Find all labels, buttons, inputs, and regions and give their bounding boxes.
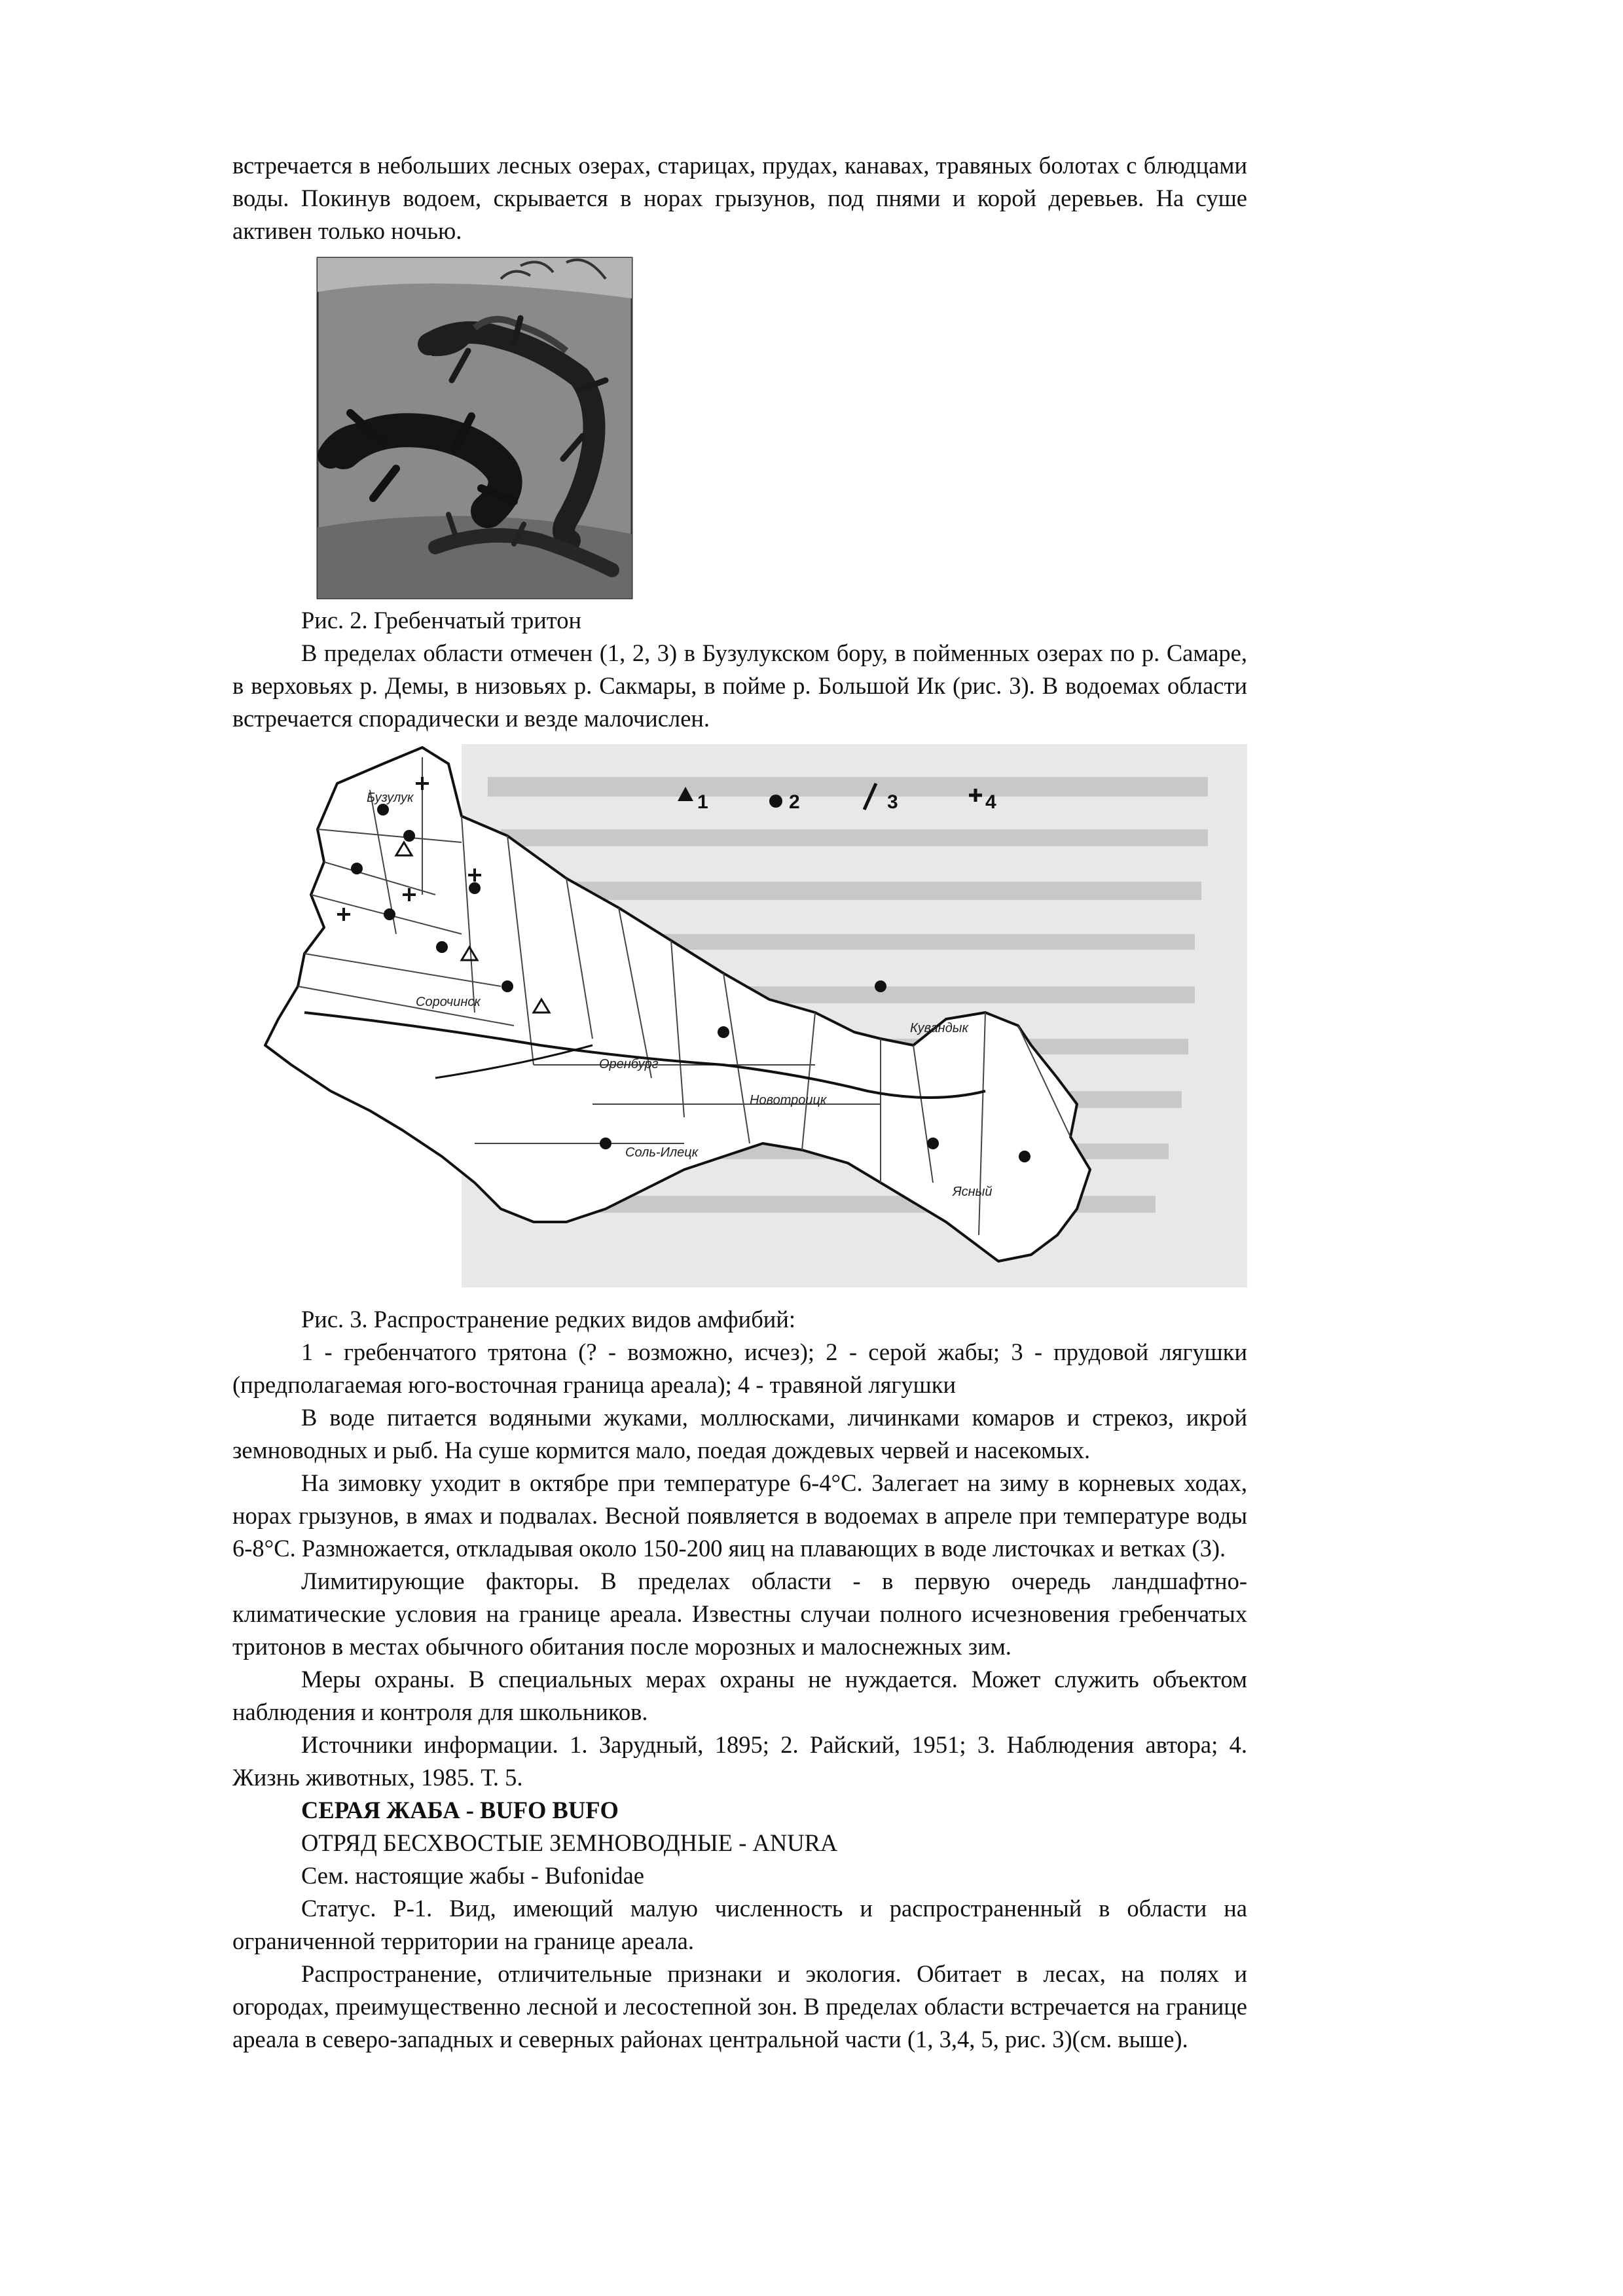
- figure-3-caption: Рис. 3. Распространение редких видов амфибий:: [301, 1306, 795, 1333]
- map-city-orenburg: Оренбург: [599, 1057, 659, 1071]
- map-city-yasny: Ясный: [953, 1185, 993, 1199]
- limiting-factors-paragraph: Лимитирующие факторы. В пределах области - в первую очередь ландшафтно-климатические условия на границе ареала. Известны случаи полного исчезновения гребенчатых тритонов в местах обычного обитания после морозных и малоснежных зим.: [232, 1568, 1247, 1660]
- order-heading: ОТРЯД БЕСХВОСТЫЕ ЗЕМНОВОДНЫЕ - ANURA: [301, 1829, 838, 1856]
- map-city-kuvandyk: Кувандык: [910, 1021, 968, 1035]
- map-legend-3: 3: [887, 791, 898, 813]
- map-city-buzuluk: Бузулук: [367, 791, 414, 805]
- map-city-sorochinsk: Сорочинск: [416, 995, 481, 1009]
- map-legend-1: 1: [697, 791, 708, 813]
- newt-illustration: [304, 253, 645, 603]
- map-city-novotroitsk: Новотроицк: [750, 1093, 827, 1107]
- family-heading: Сем. настоящие жабы - Bufonidae: [301, 1862, 645, 1889]
- figure-3-legend-text: 1 - гребенчатого трятона (? - возможно, исчез); 2 - серой жабы; 3 - прудовой лягушки (предполагаемая юго-восточная граница ареала); 4 - травяной лягушки: [232, 1338, 1247, 1398]
- map-legend-4: 4: [985, 791, 996, 813]
- range-paragraph: В пределах области отмечен (1, 2, 3) в Бузулукском бору, в пойменных озерах по р. Самаре, в верховьях р. Демы, в низовьях р. Сакмары, в пойме р. Большой Ик (рис. 3). В водоемах области встречается спорадически и везде малочислен.: [232, 639, 1247, 732]
- species-title: СЕРАЯ ЖАБА - BUFO BUFO: [301, 1797, 619, 1823]
- intro-paragraph: встречается в небольших лесных озерах, старицах, прудах, канавах, травяных болотах с блюдцами воды. Покинув водоем, скрывается в норах грызунов, под пнями и корой деревьев. На суше активен только ночью.: [232, 152, 1247, 244]
- distribution-map: [226, 738, 1247, 1300]
- sources-paragraph: Источники информации. 1. Зарудный, 1895; 2. Райский, 1951; 3. Наблюдения автора; 4. Жизнь животных, 1985. Т. 5.: [232, 1731, 1247, 1791]
- distribution-paragraph: Распространение, отличительные признаки и экология. Обитает в лесах, на полях и огородах, преимущественно лесной и лесостепной зон. В пределах области встречается на границе ареала в северо-западных и северных районах центральной части (1, 3,4, 5, рис. 3)(см. выше).: [232, 1960, 1247, 2053]
- page-content: [232, 149, 1247, 2056]
- protection-paragraph: Меры охраны. В специальных мерах охраны не нуждается. Может служить объектом наблюдения и контроля для школьников.: [232, 1666, 1247, 1725]
- diet-paragraph: В воде питается водяными жуками, моллюсками, личинками комаров и стрекоз, икрой земноводных и рыб. На суше кормится мало, поедая дождевых червей и насекомых.: [232, 1404, 1247, 1463]
- map-legend-2: 2: [789, 791, 800, 813]
- map-city-sol-iletsk: Соль-Илецк: [625, 1145, 699, 1160]
- wintering-paragraph: На зимовку уходит в октябре при температуре 6-4°С. Залегает на зиму в корневых ходах, норах грызунов, в ямах и подвалах. Весной появляется в водоемах в апреле при температуре воды 6-8°С. Размножается, откладывая около 150-200 яиц на плавающих в воде листочках и ветках (3).: [232, 1469, 1247, 1562]
- figure-2-caption: Рис. 2. Гребенчатый тритон: [301, 607, 582, 634]
- status-paragraph: Статус. Р-1. Вид, имеющий малую численность и распространенный в области на ограниченной территории на границе ареала.: [232, 1895, 1247, 1954]
